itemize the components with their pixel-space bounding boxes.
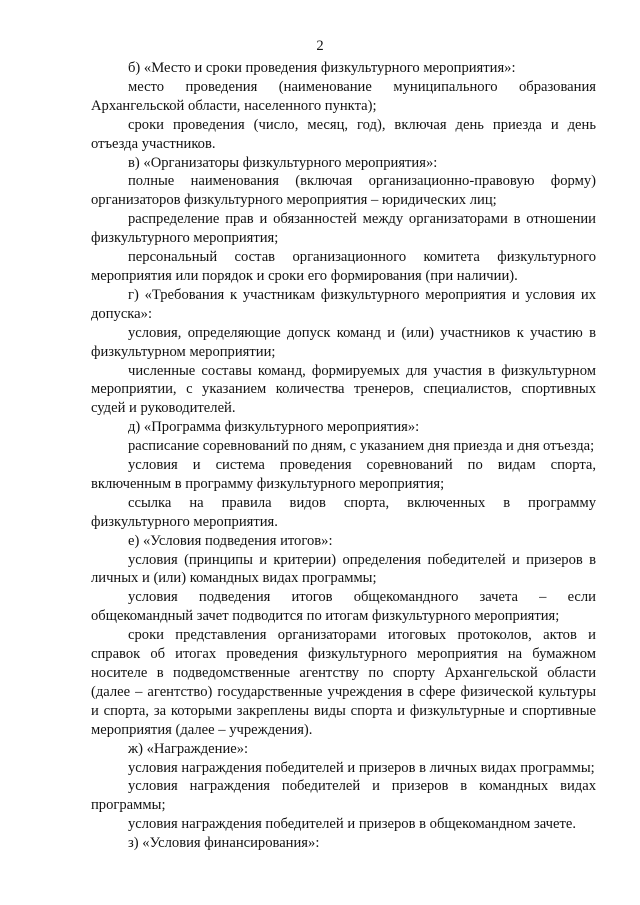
paragraph: ж) «Награждение»: [128, 740, 249, 757]
paragraph: условия подведения итогов общекомандного зачета – если общекомандный зачет подводится по итогам физкультурного мероприятия; [91, 589, 596, 625]
paragraph: место проведения (наименование муниципального образования Архангельской области, населенного пункта); [91, 78, 596, 114]
paragraph: сроки проведения (число, месяц, год), включая день приезда и день отъезда участников. [91, 116, 596, 152]
paragraph: персональный состав организационного комитета физкультурного мероприятия или порядок и сроки его формирования (при наличии). [91, 249, 596, 284]
paragraph: условия награждения победителей и призеров в общекомандном зачете. [128, 816, 576, 833]
paragraph: расписание соревнований по дням, с указанием дня приезда и дня отъезда; [128, 438, 595, 455]
paragraph: условия награждения победителей и призеров в личных видах программы; [128, 759, 595, 776]
paragraph: б) «Место и сроки проведения физкультурного мероприятия»: [128, 60, 516, 76]
paragraph: е) «Условия подведения итогов»: [128, 532, 333, 549]
paragraph: сроки представления организаторами итоговых протоколов, актов и справок об итогах проведения физкультурного мероприятия на бумажном носителе в подведомственные агентству по спорту Архангельской области (далее – агентство) государственные учреждения в сфере физической культуры и спорта, за которыми закреплены виды спорта и физкультурные и спортивные мероприятия (далее – учреждения). [91, 627, 596, 738]
paragraph: условия, определяющие допуск команд и (или) участников к участию в физкультурном мероприятии; [91, 324, 596, 360]
paragraph: условия награждения победителей и призеров в командных видах программы; [91, 778, 596, 814]
paragraph: в) «Организаторы физкультурного мероприятия»: [128, 154, 438, 171]
paragraph: ссылка на правила видов спорта, включенных в программу физкультурного мероприятия. [91, 494, 596, 530]
paragraph: численные составы команд, формируемых для участия в физкультурном мероприятии, с указанием количества тренеров, специалистов, спортивных судей и руководителей. [91, 362, 596, 417]
paragraph: условия (принципы и критерии) определения победителей и призеров в личных и (или) командных видах программы; [91, 551, 596, 587]
paragraph: условия и система проведения соревнований по видам спорта, включенным в программу физкультурного мероприятия; [91, 457, 596, 492]
paragraph: д) «Программа физкультурного мероприятия»: [128, 419, 420, 436]
paragraph: распределение прав и обязанностей между организаторами в отношении физкультурного мероприятия; [91, 211, 596, 247]
paragraph: з) «Условия финансирования»: [128, 835, 320, 852]
paragraph: полные наименования (включая организационно-правовую форму) организаторов физкультурного мероприятия – юридических лиц; [91, 173, 596, 209]
page-number: 2 [316, 38, 324, 54]
paragraph: г) «Требования к участникам физкультурного мероприятия и условия их допуска»: [91, 286, 596, 322]
document-body [91, 59, 596, 853]
